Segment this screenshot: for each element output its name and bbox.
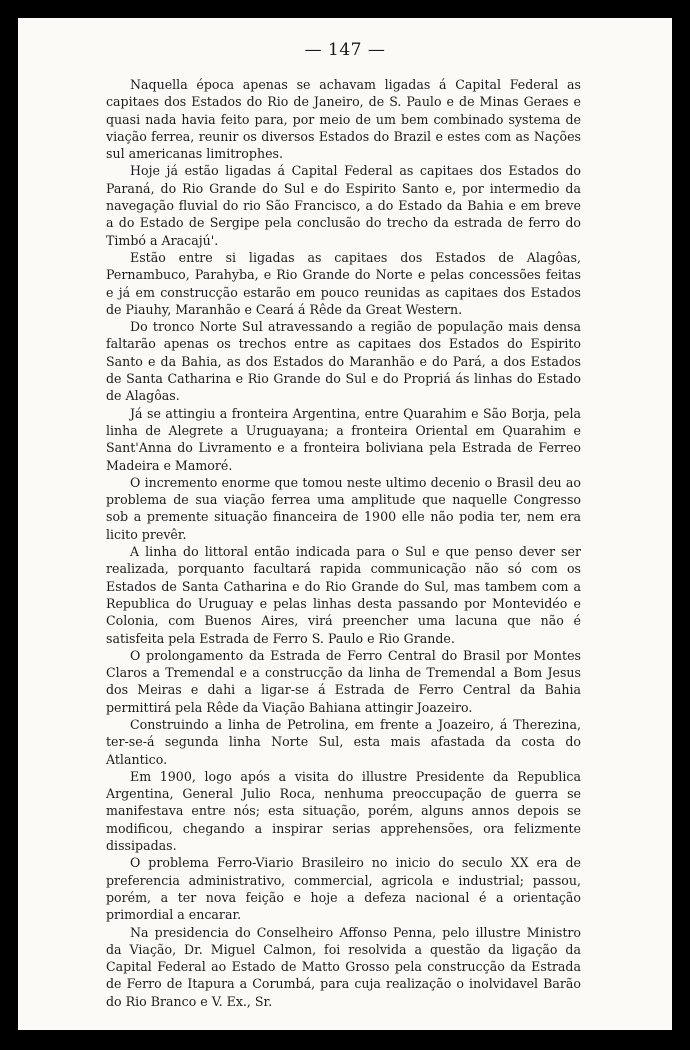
paragraph: O prolongamento da Estrada de Ferro Central do Brasil por Montes Claros a Tremendal e a construcção da linha de Tremendal a Bom Jesus dos Meiras e dahi a ligar-se á Estrada de Ferro Central da Bahia permittirá pela Rêde da Viação Bahiana attingir Joazeiro. <box>106 647 581 715</box>
paragraph: A linha do littoral então indicada para o Sul e que penso dever ser realizada, porquanto facultará rapida communicação não só com os Estados de Santa Catharina e do Rio Grande do Sul, mas tambem com a Republica do Uruguay e pelas linhas desta passando por Montevidéo e Colonia, com Buenos Aires, virá preencher uma lacuna que não é satisfeita pela Estrada de Ferro S. Paulo e Rio Grande. <box>106 544 581 646</box>
paragraph: Estão entre si ligadas as capitaes dos Estados de Alagôas, Pernambuco, Parahyba, e Rio Grande do Norte e pelas concessões feitas e já em construcção estarão em pouco reunidas as capitaes dos Estados de Piauhy, Maranhão e Ceará á Rêde da Great Western. <box>106 249 581 317</box>
paragraph: Já se attingiu a fronteira Argentina, entre Quarahim e São Borja, pela linha de Alegrete a Uruguayana; a fronteira Oriental em Quarahim e Sant'Anna do Livramento e a fronteira boliviana pela Estrada de Ferreo Madeira e Mamoré. <box>106 405 581 473</box>
document-page <box>18 18 672 1030</box>
paragraph: O incremento enorme que tomou neste ultimo decenio o Brasil deu ao problema de sua viação ferrea uma amplitude que naquelle Congresso sob a premente situação financeira de 1900 elle não podia ter, nem era licito prevêr. <box>106 474 581 542</box>
body-text <box>106 76 581 1010</box>
paragraph: Construindo a linha de Petrolina, em frente a Joazeiro, á Therezina, ter-se-á segunda linha Norte Sul, esta mais afastada da costa do Atlantico. <box>106 716 581 767</box>
paragraph: O problema Ferro-Viario Brasileiro no inicio do seculo XX era de preferencia administrativo, commercial, agricola e industrial; passou, porém, a ter nova feição e hoje a defeza nacional é a orientação primordial a encarar. <box>106 855 581 923</box>
paragraph: Em 1900, logo após a visita do illustre Presidente da Republica Argentina, General Julio Roca, nenhuma preoccupação de guerra se manifestava entre nós; esta situação, porém, alguns annos depois se modificou, chegando a inspirar serias apprehensões, ora felizmente dissipadas. <box>106 768 581 854</box>
paragraph: Naquella época apenas se achavam ligadas á Capital Federal as capitaes dos Estados do Rio de Janeiro, de S. Paulo e de Minas Geraes e quasi nada havia feito para, por meio de um bem combinado systema de viação ferrea, reunir os diversos Estados do Brazil e estes com as Nações sul americanas limitrophes. <box>106 77 581 162</box>
page-number: — 147 — <box>304 40 386 60</box>
paragraph: Do tronco Norte Sul atravessando a região de população mais densa faltarão apenas os trechos entre as capitaes dos Estados do Espirito Santo e da Bahia, as dos Estados do Maranhão e do Pará, a dos Estados de Santa Catharina e Rio Grande do Sul e do Propriá ás linhas do Estado de Alagôas. <box>106 319 581 404</box>
paragraph: Hoje já estão ligadas á Capital Federal as capitaes dos Estados do Paraná, do Rio Grande do Sul e do Espirito Santo e, por intermedio da navegação fluvial do rio São Francisco, a do Estado da Bahia e em breve a do Estado de Sergipe pela conclusão do trecho da estrada de ferro do Timbó a Aracajú'. <box>106 163 581 248</box>
paragraph: Na presidencia do Conselheiro Affonso Penna, pelo illustre Ministro da Viação, Dr. Miguel Calmon, foi resolvida a questão da ligação da Capital Federal ao Estado de Matto Grosso pela construcção da Estrada de Ferro de Itapura a Corumbá, para cuja realização o inolvidavel Barão do Rio Branco e V. Ex., Sr. <box>106 924 581 1009</box>
